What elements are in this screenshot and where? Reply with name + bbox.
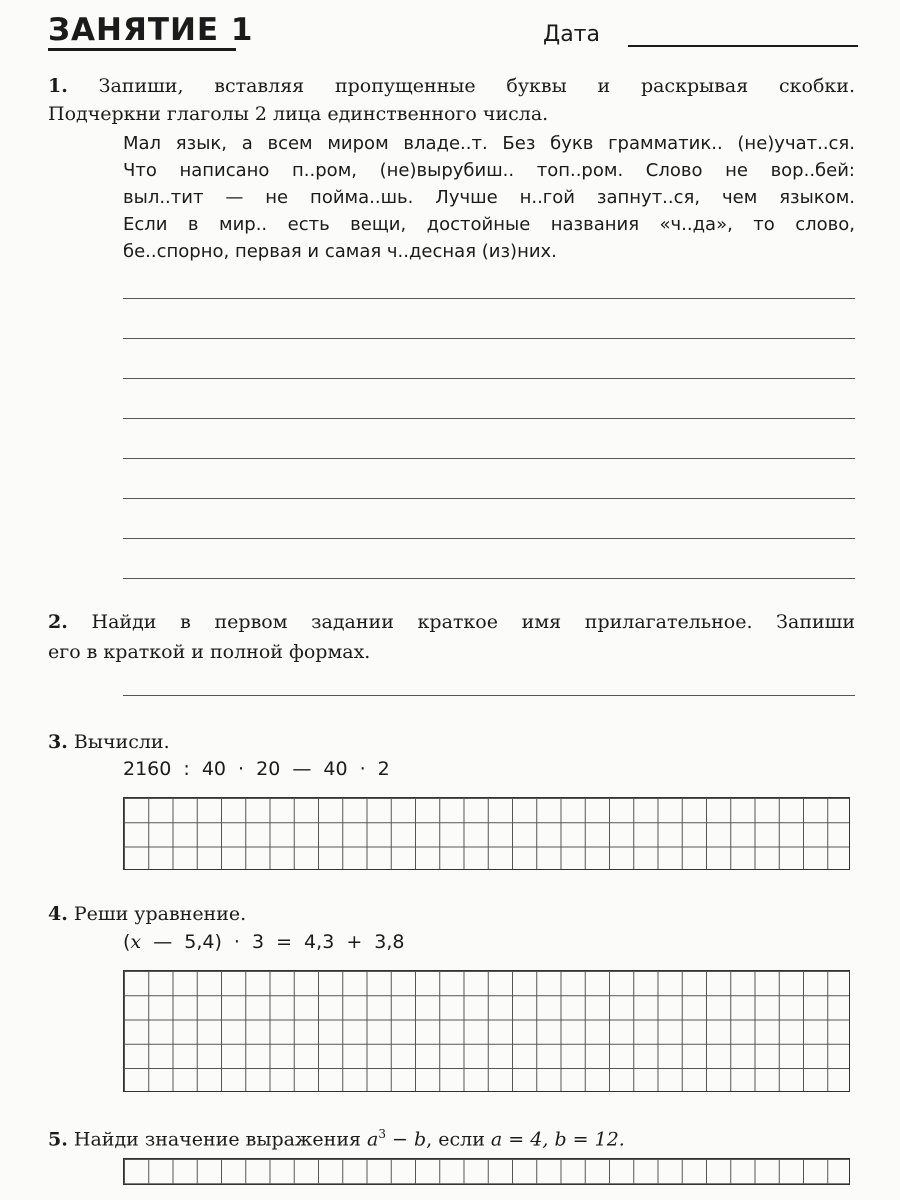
task3-answer-grid[interactable] — [123, 797, 850, 870]
task5-instruction-text: Найди значение выражения — [73, 1128, 361, 1151]
excerpt-line-5: бе..спорно, первая и самая ч..десная (из)них. — [123, 241, 557, 262]
task5-instruction — [48, 1120, 855, 1153]
task1-number: 1. — [48, 75, 68, 97]
task5-condition-a: a = 4, — [490, 1128, 549, 1151]
task3-instruction-text: Вычисли. — [73, 731, 170, 753]
date-label: Дата — [543, 22, 600, 47]
task1-answer-line-5[interactable] — [123, 458, 855, 459]
date-input-line[interactable] — [628, 45, 858, 47]
task1-instruction-text-2: Подчеркни глаголы 2 лица единственного числа. — [48, 103, 549, 125]
task5-condition-word: , если — [426, 1128, 485, 1151]
task1-answer-line-3[interactable] — [123, 378, 855, 379]
task1-instruction-line2 — [48, 100, 855, 128]
task5-condition-b: b = 12. — [554, 1128, 625, 1151]
task2-number: 2. — [48, 611, 68, 633]
task4-instruction-text: Реши уравнение. — [73, 903, 247, 925]
task4-variable-x: x — [130, 931, 142, 953]
excerpt-line-2: Что написано п..ром, (не)вырубиш.. топ..ром. Слово не вор..бей: — [123, 160, 855, 181]
task4-equation-rest: — 5,4) · 3 = 4,3 + 3,8 — [153, 931, 405, 953]
task4-instruction — [48, 900, 855, 928]
task1-instruction-line1 — [48, 72, 855, 100]
task3-expression: 2160 : 40 · 20 — 40 · 2 — [123, 758, 390, 780]
task2-instruction-text-2: его в краткой и полной формах. — [48, 641, 371, 663]
task4-open-paren: ( — [123, 931, 131, 953]
task5-minus: − — [392, 1128, 408, 1151]
excerpt-line-4: Если в мир.. есть вещи, достойные названия «ч..да», то слово, — [123, 214, 855, 235]
task2-instruction-line1 — [48, 608, 855, 636]
task4-equation — [123, 931, 405, 953]
task1-answer-line-4[interactable] — [123, 418, 855, 419]
task1-answer-line-6[interactable] — [123, 498, 855, 499]
task1-instruction-text-1: Запиши, вставляя пропущенные буквы и раскрывая скобки. — [98, 75, 855, 97]
task5-variable-b: b — [414, 1128, 427, 1151]
excerpt-line-1: Мал язык, а всем миром владе..т. Без букв грамматик.. (не)учат..ся. — [123, 133, 855, 154]
task1-answer-line-1[interactable] — [123, 298, 855, 299]
page-header — [48, 8, 860, 48]
lesson-title: ЗАНЯТИЕ 1 — [48, 12, 254, 48]
task5-variable-a: a — [367, 1128, 379, 1151]
task5-number: 5. — [48, 1128, 68, 1151]
task2-instruction-line2 — [48, 638, 855, 666]
task5-exponent: 3 — [378, 1127, 386, 1141]
task1-answer-line-7[interactable] — [123, 538, 855, 539]
task3-instruction — [48, 728, 855, 756]
task3-number: 3. — [48, 731, 68, 753]
task2-answer-line[interactable] — [123, 695, 855, 696]
task2-instruction-text-1: Найди в первом задании краткое имя прилагательное. Запиши — [91, 611, 855, 633]
lesson-title-underline — [48, 48, 236, 51]
excerpt-line-3: выл..тит — не пойма..шь. Лучше н..гой запнут..ся, чем языком. — [123, 187, 855, 208]
task1-answer-line-8[interactable] — [123, 578, 855, 579]
task5-answer-grid[interactable] — [123, 1158, 850, 1185]
task4-number: 4. — [48, 903, 68, 925]
task1-excerpt — [123, 130, 855, 265]
task1-answer-line-2[interactable] — [123, 338, 855, 339]
task4-answer-grid[interactable] — [123, 970, 850, 1092]
